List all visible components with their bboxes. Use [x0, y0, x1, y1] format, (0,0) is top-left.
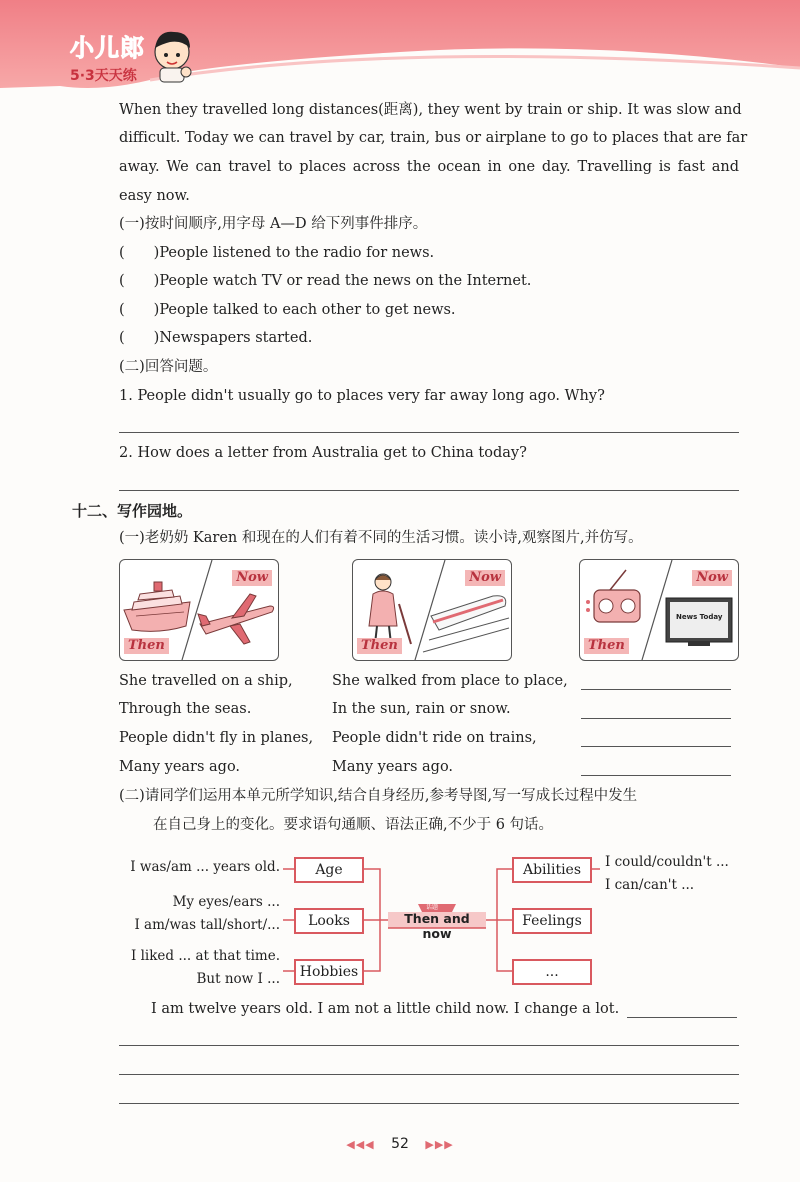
tag-then: Then — [124, 638, 169, 654]
hint-hobbies-1: I liked ... at that time. — [130, 948, 280, 964]
question-1: 1. People didn't usually go to places very far away long ago. Why? — [119, 388, 605, 404]
essay-start: I am twelve years old. I am not a little child now. I change a lot. — [151, 1001, 620, 1017]
poem1-line: People didn't fly in planes, — [119, 730, 314, 746]
essay-line[interactable] — [119, 1045, 739, 1046]
series-name: 5·3天天练 — [70, 68, 137, 84]
left-arrows-icon: ◀◀◀ — [346, 1138, 375, 1151]
poem1-line: She travelled on a ship, — [119, 673, 293, 689]
mindmap-more-box: ... — [512, 959, 592, 985]
tag-then: Then — [357, 638, 402, 654]
tag-now: Now — [465, 570, 505, 586]
writing-instruction-1: (一)老奶奶 Karen 和现在的人们有着不同的生活习惯。读小诗,观察图片,并仿写。 — [119, 530, 643, 546]
tag-now: Now — [232, 570, 272, 586]
mindmap-center-tag: 话题 — [426, 904, 439, 911]
tag-now: Now — [692, 570, 732, 586]
essay-line[interactable] — [119, 1074, 739, 1075]
mindmap-feelings-box: Feelings — [512, 908, 592, 934]
poem2-line: Many years ago. — [332, 759, 454, 775]
part2-instruction: (二)回答问题。 — [119, 359, 218, 375]
hint-age: I was/am ... years old. — [130, 859, 280, 875]
order-item[interactable]: ( )Newspapers started. — [119, 330, 313, 346]
hint-looks-1: My eyes/ears ... — [172, 894, 280, 910]
hint-abilities-2: I can/can't ... — [605, 877, 695, 893]
page-number: 52 — [391, 1136, 409, 1152]
part1-instruction: (一)按时间顺序,用字母 A—D 给下列事件排序。 — [119, 216, 428, 232]
mindmap-hobbies-box: Hobbies — [294, 959, 364, 985]
mindmap-center: Then and now — [404, 911, 470, 941]
poem2-line: People didn't ride on trains, — [332, 730, 537, 746]
writing-instruction-2: (二)请同学们运用本单元所学知识,结合自身经历,参考导图,写一写成长过程中发生 — [119, 788, 638, 804]
tag-then: Then — [584, 638, 629, 654]
passage-line: difficult. Today we can travel by car, train, bus or airplane to go to places that are far — [119, 130, 748, 146]
right-arrows-icon: ▶▶▶ — [425, 1138, 454, 1151]
poem2-line: In the sun, rain or snow. — [332, 701, 511, 717]
order-item[interactable]: ( )People talked to each other to get news. — [119, 302, 456, 318]
passage-line: When they travelled long distances(距离), they went by train or ship. It was slow and — [119, 102, 742, 118]
mindmap-looks-box: Looks — [294, 908, 364, 934]
brand-name: 小儿郎 — [70, 34, 145, 62]
poem2-line: She walked from place to place, — [332, 673, 568, 689]
poem1-line: Through the seas. — [119, 701, 252, 717]
mindmap-age-box: Age — [294, 857, 364, 883]
order-item[interactable]: ( )People watch TV or read the news on the Internet. — [119, 273, 532, 289]
essay-line[interactable] — [119, 1103, 739, 1104]
writing-instruction-2b: 在自己身上的变化。要求语句通顺、语法正确,不少于 6 句话。 — [153, 817, 554, 833]
question-2: 2. How does a letter from Australia get to China today? — [119, 445, 527, 461]
page-footer — [0, 1136, 800, 1152]
section-title: 十二、写作园地。 — [72, 502, 193, 520]
passage-line: away. We can travel to places across the ocean in one day. Travelling is fast and — [119, 159, 739, 175]
order-item[interactable]: ( )People listened to the radio for news. — [119, 245, 435, 261]
hint-hobbies-2: But now I ... — [196, 971, 280, 987]
passage-line: easy now. — [119, 188, 190, 204]
poem1-line: Many years ago. — [119, 759, 241, 775]
tv-screen-text: News Today — [676, 613, 723, 621]
essay-line[interactable] — [627, 1017, 737, 1018]
hint-looks-2: I am/was tall/short/... — [134, 917, 280, 933]
mindmap-abilities-box: Abilities — [512, 857, 592, 883]
hint-abilities-1: I could/couldn't ... — [605, 854, 729, 870]
